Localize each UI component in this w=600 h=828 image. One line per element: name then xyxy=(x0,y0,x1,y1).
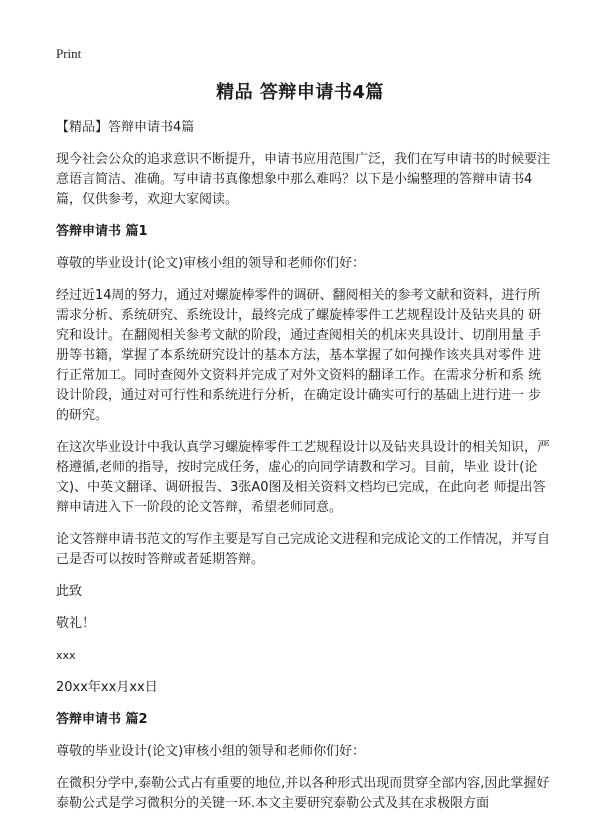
document-subtitle: 【精品】答辩申请书4篇 xyxy=(56,120,195,135)
print-link[interactable]: Print xyxy=(56,46,82,61)
section-1-signature: xxx xyxy=(56,649,76,662)
document-body xyxy=(56,118,552,826)
section-1-paragraph-2: 在这次毕业设计中我认真学习螺旋棒零件工艺规程设计以及钻夹具设计的相关知识，严格遵循,老师的指导，按时完成任务，虚心的向同学请教和学习。目前，毕业 设计(论文)、中英文翻译、调研报告、3张A0图及相关资料文档均已完成，在此向老 师提出答辩申请进入下一阶段的论文答辩，希望老师同意。 xyxy=(56,440,551,515)
section-1-date: 20xx年xx月xx日 xyxy=(56,680,158,695)
section-2-greeting: 尊敬的毕业设计(论文)审核小组的领导和老师你们好： xyxy=(56,744,366,759)
section-2-heading: 答辩申请书 篇2 xyxy=(56,712,148,727)
section-1-paragraph-3: 论文答辩申请书范文的写作主要是写自己完成论文进程和完成论文的工作情况，并写自己是否可以按时答辩或者延期答辩。 xyxy=(56,532,551,567)
section-2-paragraph-1: 在微积分学中,泰勒公式占有重要的地位,并以各种形式出现而贯穿全部内容,因此掌握好泰勒公式是学习微积分的关键一环.本文主要研究泰勒公式及其在求极限方面 xyxy=(56,776,550,811)
section-1-greeting: 尊敬的毕业设计(论文)审核小组的领导和老师你们好： xyxy=(56,256,366,271)
section-1-salute: 敬礼！ xyxy=(56,616,96,631)
intro-paragraph: 现今社会公众的追求意识不断提升，申请书应用范围广泛，我们在写申请书的时候要注意语言简洁、准确。写申请书真像想象中那么难吗？以下是小编整理的答辩申请书4篇，仅供参考，欢迎大家阅读。 xyxy=(56,152,551,207)
section-1-closing: 此致 xyxy=(56,584,83,599)
section-1-heading: 答辩申请书 篇1 xyxy=(56,224,148,239)
section-1-paragraph-1: 经过近14周的努力，通过对螺旋棒零件的调研、翻阅相关的参考文献和资料，进行所需求分析、系统研究、系统设计，最终完成了螺旋棒零件工艺规程设计及钻夹具的 研究和设计。在翻阅相关参考文献的阶段，通过查阅相关的机床夹具设计、切削用量 手册等书籍，掌握了本系统研究设计的基本方法，基本掌握了如何操作该夹具对零件 进行正常加工。同时查阅外文资料并完成了对外文资料的翻译工作。在需求分析和系 统设计阶段，通过对可行性和系统进行分析，在确定设计确实可行的基础上进行进一 步的研究。 xyxy=(56,288,542,423)
document-title: 精品 答辩申请书4篇 xyxy=(216,82,384,103)
